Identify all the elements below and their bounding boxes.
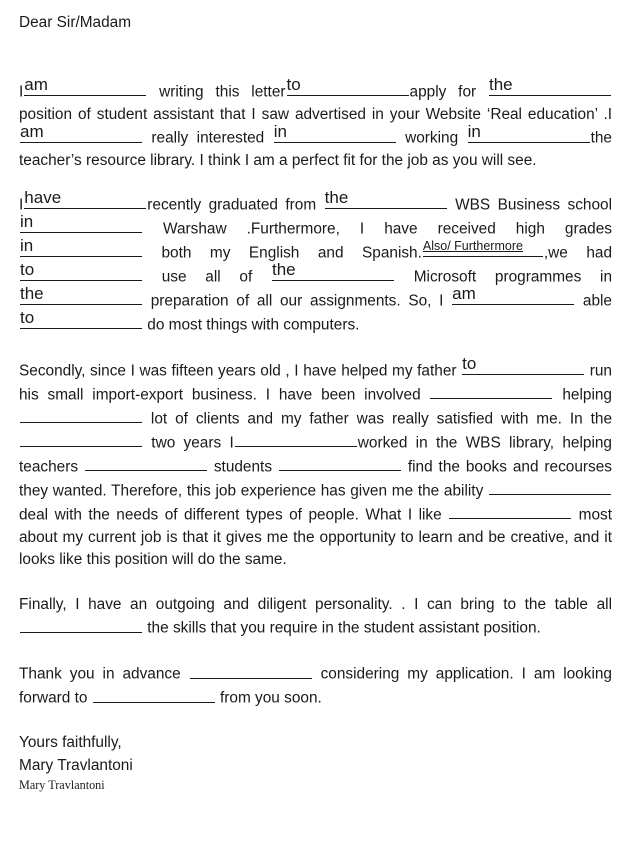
text: from you soon. [215,689,322,707]
blank [462,354,584,375]
text: Secondly, since I was fifteen years old , I have helped my father [19,362,462,380]
blank [235,431,357,447]
blank-answer: Also/ Furthermore [422,239,523,254]
blank [20,407,142,423]
text: recently graduated from [147,196,324,214]
text: able [575,292,612,310]
text: ,we had [543,244,613,262]
valediction: Yours faithfully, [19,734,122,752]
blank [85,455,207,471]
blank [272,260,394,281]
paragraph-personality [19,594,612,641]
blank [93,686,215,702]
blank [24,188,146,209]
blank [20,236,142,257]
blank-answer: am [24,74,48,94]
blank [449,503,571,519]
blank-answer: the [20,284,44,304]
blank [423,241,543,257]
text: apply for [409,82,488,100]
text: Warshaw .Furthermore, I have received high grades [143,220,612,238]
text: find the books and recourses they wanted. Therefore, this job experience has given me the ability [19,457,612,499]
text: Finally, I have an outgoing and diligent personality. . I can bring to the table all [19,595,612,613]
blank [489,479,611,495]
blank-answer: the [324,188,349,208]
text: the skills that you require in the student assistant position. [143,619,541,637]
blank [467,121,590,142]
text: helping [553,386,612,404]
text: do most things with computers. [143,316,360,334]
blank [190,662,312,678]
blank [24,74,146,96]
blank [286,74,409,96]
blank-answer: am [452,284,476,304]
text: WBS Business school [447,196,612,214]
text: run his small import-export business. I have been involved [19,362,612,404]
signer-name: Mary Travlantoni [19,756,133,774]
text: I [19,82,24,100]
blank [20,616,142,632]
blank-answer: to [286,74,301,94]
blank-answer: in [273,121,287,141]
closing [19,732,612,793]
blank [20,284,142,305]
blank [452,284,574,305]
text: Thank you in advance [19,665,189,683]
text: use all of [143,268,271,286]
text: I [19,196,24,214]
blank [20,260,142,281]
blank [430,383,552,399]
paragraph-thanks [19,662,612,710]
text: lot of clients and my father was really satisfied with me. In the [143,410,612,428]
blank-answer: in [20,236,34,256]
blank [324,188,447,209]
blank [20,121,142,142]
blank [20,431,142,447]
blank-answer: in [467,121,481,141]
text: both my English and Spanish. [143,244,422,262]
text: Microsoft programmes in [395,268,612,286]
paragraph-experience [19,354,612,572]
text: deal with the needs of different types of people. What I like [19,505,449,523]
blank-answer: to [20,308,35,328]
text: position of student assistant that I saw advertised in your Website ‘Real education’ .I [19,105,612,123]
paragraph-education [19,188,613,337]
text: considering my application. I am looking forward to [19,665,612,707]
blank [279,455,401,471]
blank-answer: in [20,212,34,232]
blank-answer: to [20,260,35,280]
blank [20,308,142,329]
blank [273,121,396,142]
blank [489,74,611,96]
text: preparation of all our assignments. So, I [143,292,452,310]
blank-answer: to [462,354,477,374]
text: worked in the WBS library, helping teachers [19,434,612,475]
text: most about my current job is that it gives me the opportunity to learn and be creative, and it looks like this position will do the same. [19,505,612,569]
text: writing this letter [147,82,286,100]
blank-answer: have [24,188,62,208]
blank-answer: the [489,74,513,94]
signature: Mary Travlantoni [19,778,105,793]
text: the teacher’s resource library. I think I am a perfect fit for the job as you will see. [19,129,612,170]
blank-answer: am [20,121,44,141]
text: really interested [143,129,273,147]
greeting: Dear Sir/Madam [19,14,132,31]
paragraph-intro [19,74,612,173]
text: working [396,129,467,147]
text: two years I [143,434,234,451]
blank [20,212,142,233]
blank-answer: the [272,260,296,280]
text: students [207,457,278,475]
